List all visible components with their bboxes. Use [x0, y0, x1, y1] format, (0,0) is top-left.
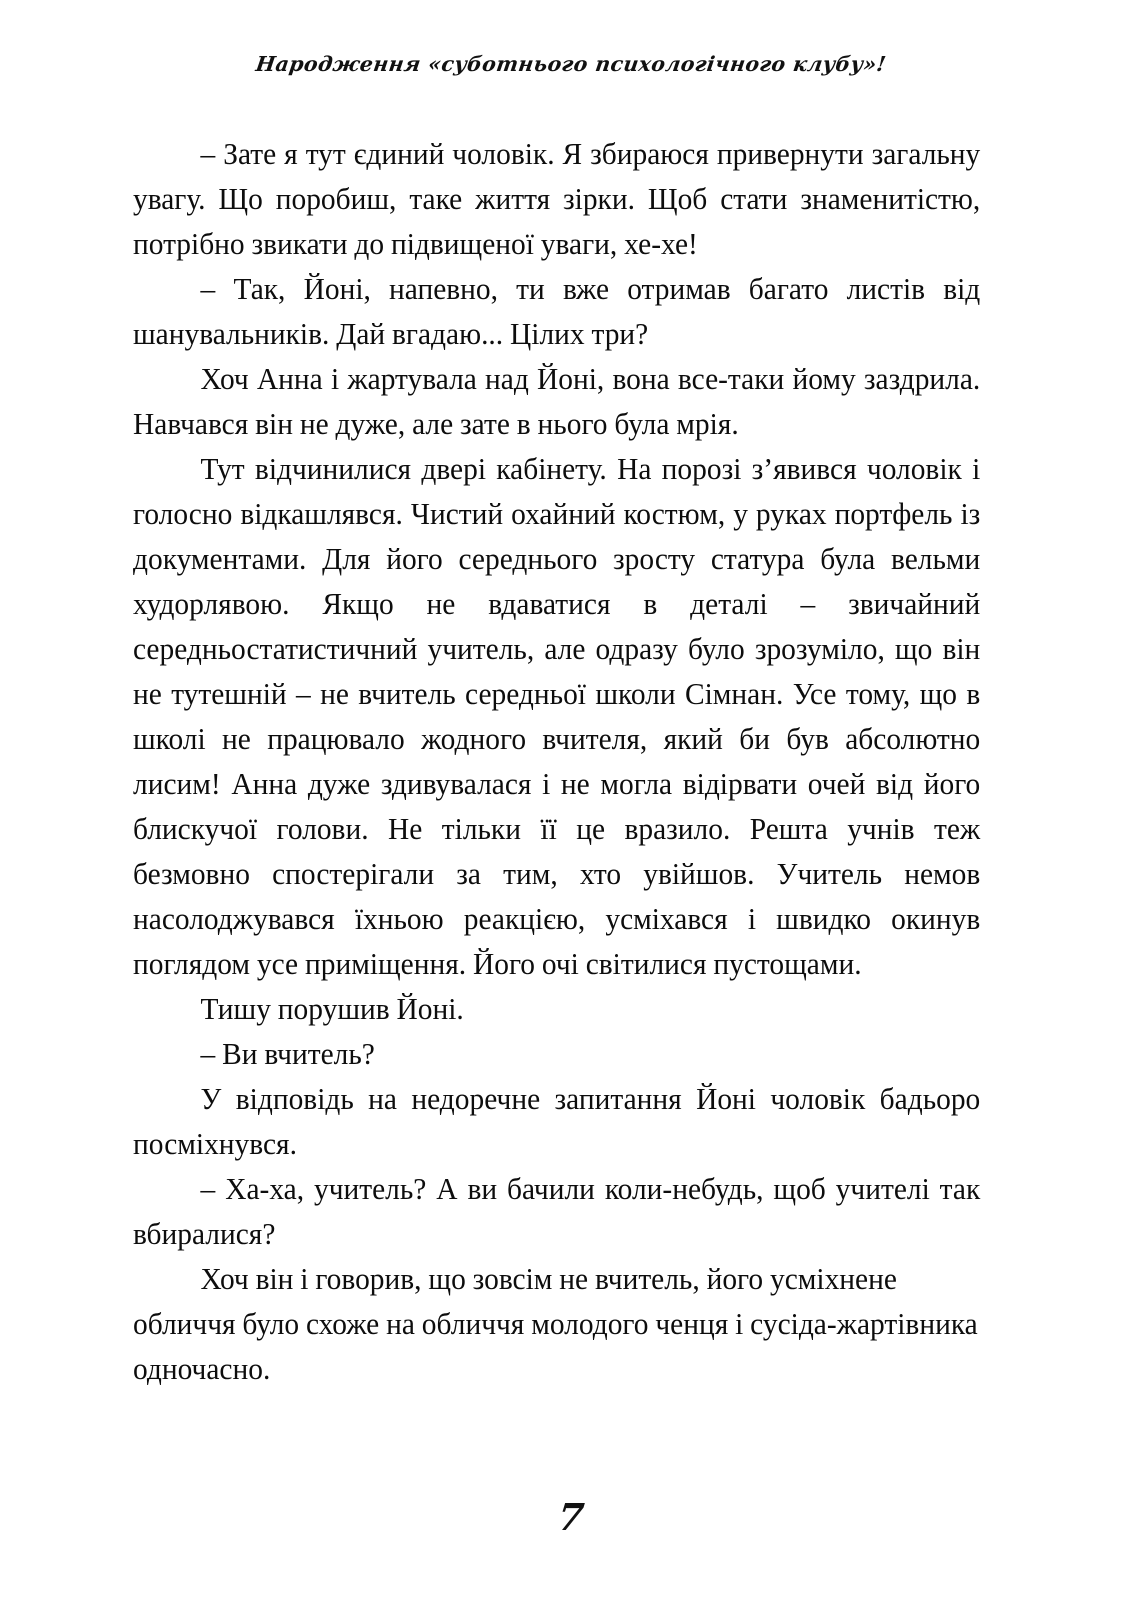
paragraph: Хоч Анна і жартувала над Йоні, вона все-таки йому заздрила. Навчався він не дуже, але зате в нього була мрія.: [133, 362, 981, 441]
paragraph: Тишу порушив Йоні.: [200, 992, 464, 1026]
paragraph: – Ви вчитель?: [200, 1037, 375, 1071]
paragraph: Тут відчинилися двері кабінету. На порозі з’явився чоловік і голосно відкашлявся. Чистий охайний костюм, у руках портфель із документами. Для його середнього зросту статура була вельми худорлявою. Якщо не вдаватися в деталі – звичайний середньостатистичний учитель, але одразу було зрозуміло, що він не тутешній – не вчитель середньої школи Сімнан. Усе тому, що в школі не працювало жодного вчителя, який би був абсолютно лисим! Анна дуже здивувалася і не могла відірвати очей від його блискучої голови. Не тільки її це вразило. Решта учнів теж безмовно спостерігали за тим, хто увійшов. Учитель немов насолоджувався їхньою реакцією, усміхався і швидко окинув поглядом усе приміщення. Його очі світилися пустощами.: [133, 452, 981, 981]
running-head: Народження «суботнього психологічного клубу»!: [254, 52, 888, 76]
paragraph: – Так, Йоні, напевно, ти вже отримав багато листів від шанувальників. Дай вгадаю... Цілих три?: [133, 272, 981, 351]
paragraph: – Зате я тут єдиний чоловік. Я збираюся привернути загальну увагу. Що поробиш, таке життя зірки. Щоб стати знаменитістю, потрібно звикати до підвищеної уваги, хе-хе!: [133, 137, 981, 261]
paragraph: Хоч він і говорив, що зовсім не вчитель, його усміхнене обличчя було схоже на обличчя молодого ченця і сусіда-жартівника одночасно.: [133, 1262, 978, 1386]
paragraph: У відповідь на недоречне запитання Йоні чоловік бадьоро посміхнувся.: [133, 1082, 981, 1161]
page-number: 7: [555, 1495, 587, 1539]
paragraph: – Ха-ха, учитель? А ви бачили коли-небудь, щоб учителі так вбиралися?: [133, 1172, 981, 1251]
body-text-column: [133, 132, 1011, 1392]
